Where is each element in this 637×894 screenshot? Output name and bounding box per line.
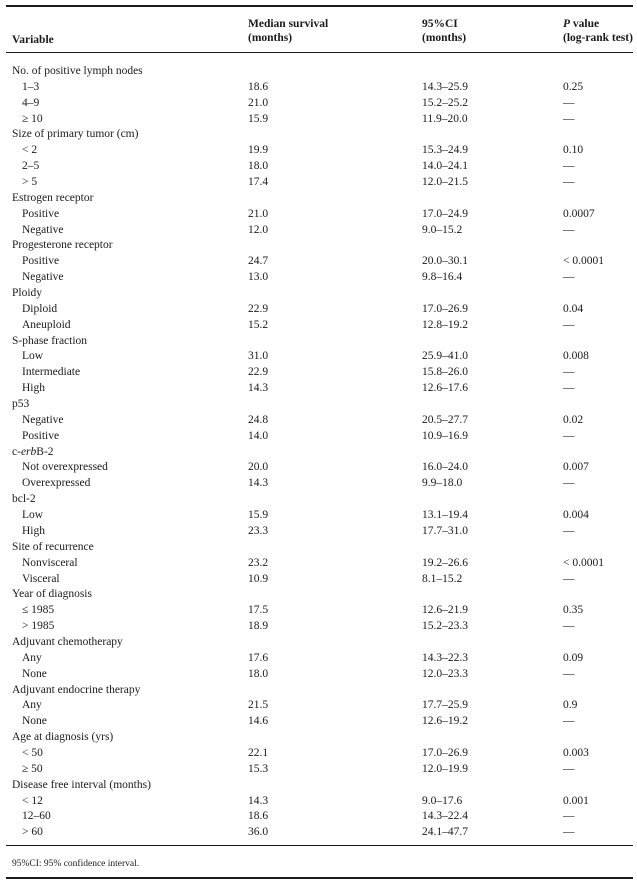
table-row	[0, 270, 637, 286]
table-row	[0, 96, 637, 112]
table-row	[0, 302, 637, 318]
ci-cell: 12.0–19.9	[422, 762, 468, 775]
group-header-row	[0, 635, 637, 651]
median-survival-cell: 31.0	[248, 350, 269, 363]
median-survival-cell: 15.2	[248, 318, 269, 331]
median-survival-cell: 24.8	[248, 413, 269, 426]
median-survival-cell: 21.0	[248, 96, 269, 109]
row-label: 1–3	[22, 80, 40, 93]
row-label: > 5	[22, 176, 38, 189]
median-survival-cell: 23.3	[248, 524, 269, 537]
group-header-row	[0, 587, 637, 603]
row-label: High	[22, 382, 45, 395]
ci-cell: 17.7–31.0	[422, 524, 468, 537]
header-rule	[6, 52, 633, 53]
table-row	[0, 667, 637, 683]
header-median-survival	[248, 17, 328, 45]
table-row	[0, 556, 637, 572]
bottom-rule	[6, 845, 633, 846]
ci-cell: 12.0–23.3	[422, 667, 468, 680]
row-label: ≤ 1985	[22, 604, 55, 617]
ci-cell: 12.6–21.9	[422, 604, 468, 617]
row-label: Nonvisceral	[22, 556, 78, 569]
ci-cell: 17.7–25.9	[422, 699, 468, 712]
median-survival-cell: 14.6	[248, 715, 269, 728]
ci-cell: 15.2–23.3	[422, 620, 468, 633]
median-survival-cell: 19.9	[248, 144, 269, 157]
header-median-line2: (months)	[248, 32, 293, 44]
median-survival-cell: 17.4	[248, 176, 269, 189]
ci-cell: 24.1–47.7	[422, 826, 468, 839]
group-header-row	[0, 540, 637, 556]
ci-cell: 17.0–26.9	[422, 302, 468, 315]
table-row	[0, 318, 637, 334]
row-label: Overexpressed	[22, 477, 91, 490]
group-header-row	[0, 127, 637, 143]
ci-cell: 9.0–15.2	[422, 223, 463, 236]
p-value-cell: 0.0007	[563, 207, 595, 220]
table-row	[0, 619, 637, 635]
median-survival-cell: 21.5	[248, 699, 269, 712]
p-value-cell: —	[563, 620, 575, 633]
group-header-row	[0, 334, 637, 350]
header-p-value	[563, 17, 633, 45]
p-value-cell: —	[563, 572, 575, 585]
p-value-cell: < 0.0001	[563, 556, 604, 569]
p-value-cell: 0.04	[563, 302, 584, 315]
median-survival-cell: 18.9	[248, 620, 269, 633]
median-survival-cell: 15.3	[248, 762, 269, 775]
p-value-cell: 0.09	[563, 651, 584, 664]
row-label	[12, 445, 54, 461]
table-row	[0, 572, 637, 588]
header-p-italic: P	[563, 18, 571, 30]
table-row	[0, 112, 637, 128]
table-row	[0, 80, 637, 96]
median-survival-cell: 14.3	[248, 794, 269, 807]
p-value-cell: 0.10	[563, 144, 584, 157]
median-survival-cell: 17.6	[248, 651, 269, 664]
median-survival-cell: 15.9	[248, 509, 269, 522]
row-label: Adjuvant endocrine therapy	[12, 683, 141, 696]
ci-cell: 8.1–15.2	[422, 572, 463, 585]
row-label: Low	[22, 509, 44, 522]
median-survival-cell: 20.0	[248, 461, 269, 474]
table-row	[0, 349, 637, 365]
footnote: 95%CI: 95% confidence interval.	[12, 859, 140, 869]
row-label-italic: erb	[20, 445, 37, 458]
row-label: Positive	[22, 255, 60, 268]
median-survival-cell: 12.0	[248, 223, 269, 236]
row-label: p53	[12, 398, 30, 411]
row-label: 2–5	[22, 160, 40, 173]
median-survival-cell: 18.0	[248, 160, 269, 173]
ci-cell: 15.2–25.2	[422, 96, 468, 109]
group-header-row	[0, 445, 637, 461]
table-row	[0, 460, 637, 476]
row-label: > 60	[22, 826, 43, 839]
table-row	[0, 794, 637, 810]
row-label: None	[22, 667, 47, 680]
p-value-cell: —	[563, 715, 575, 728]
row-label: S-phase fraction	[12, 334, 88, 347]
table-row	[0, 159, 637, 175]
table-row	[0, 254, 637, 270]
row-label: Estrogen receptor	[12, 191, 94, 204]
ci-cell: 14.3–25.9	[422, 80, 468, 93]
group-header-row	[0, 191, 637, 207]
ci-cell: 25.9–41.0	[422, 350, 468, 363]
group-header-row	[0, 778, 637, 794]
median-survival-cell: 14.3	[248, 382, 269, 395]
group-header-row	[0, 730, 637, 746]
ci-cell: 20.5–27.7	[422, 413, 468, 426]
p-value-cell: —	[563, 810, 575, 823]
p-value-cell: 0.003	[563, 746, 589, 759]
header-p-line2: (log-rank test)	[563, 32, 633, 44]
table-row	[0, 476, 637, 492]
header-ci-line1: 95%CI	[422, 18, 458, 30]
median-survival-cell: 23.2	[248, 556, 269, 569]
row-label: Aneuploid	[22, 318, 71, 331]
header-ci	[422, 17, 466, 45]
row-label: Age at diagnosis (yrs)	[12, 731, 114, 744]
median-survival-cell: 14.3	[248, 477, 269, 490]
median-survival-cell: 22.9	[248, 366, 269, 379]
median-survival-cell: 22.9	[248, 302, 269, 315]
row-label: Negative	[22, 413, 64, 426]
group-header-row	[0, 64, 637, 80]
p-value-cell: —	[563, 382, 575, 395]
top-rule	[6, 5, 633, 7]
median-survival-cell: 13.0	[248, 271, 269, 284]
ci-cell: 12.8–19.2	[422, 318, 468, 331]
table-row	[0, 651, 637, 667]
ci-cell: 11.9–20.0	[422, 112, 468, 125]
median-survival-cell: 18.6	[248, 810, 269, 823]
table-row	[0, 714, 637, 730]
row-label-pre: c-	[12, 445, 21, 458]
table-row	[0, 603, 637, 619]
header-p-line1	[563, 17, 633, 31]
row-label: ≥ 50	[22, 762, 43, 775]
table-row	[0, 746, 637, 762]
p-value-cell: —	[563, 223, 575, 236]
ci-cell: 14.3–22.3	[422, 651, 468, 664]
ci-cell: 15.3–24.9	[422, 144, 468, 157]
median-survival-cell: 22.1	[248, 746, 269, 759]
p-value-cell: —	[563, 176, 575, 189]
ci-cell: 19.2–26.6	[422, 556, 468, 569]
row-label: Size of primary tumor (cm)	[12, 128, 139, 141]
ci-cell: 14.3–22.4	[422, 810, 468, 823]
ci-cell: 13.1–19.4	[422, 509, 468, 522]
median-survival-cell: 14.0	[248, 429, 269, 442]
p-value-cell: —	[563, 318, 575, 331]
row-label: Year of diagnosis	[12, 588, 92, 601]
median-survival-cell: 36.0	[248, 826, 269, 839]
table-row	[0, 698, 637, 714]
median-survival-cell: 18.0	[248, 667, 269, 680]
group-header-row	[0, 492, 637, 508]
median-survival-cell: 18.6	[248, 80, 269, 93]
table-row	[0, 175, 637, 191]
ci-cell: 17.0–24.9	[422, 207, 468, 220]
row-label: 12–60	[22, 810, 51, 823]
p-value-cell: 0.02	[563, 413, 584, 426]
row-label: 4–9	[22, 96, 40, 109]
ci-cell: 12.6–19.2	[422, 715, 468, 728]
median-survival-cell: 24.7	[248, 255, 269, 268]
row-label: Positive	[22, 207, 60, 220]
p-value-cell: 0.35	[563, 604, 584, 617]
row-label: Any	[22, 651, 42, 664]
median-survival-cell: 10.9	[248, 572, 269, 585]
table-row	[0, 413, 637, 429]
header-variable	[12, 33, 54, 47]
row-label: bcl-2	[12, 493, 36, 506]
table-row	[0, 207, 637, 223]
table-row	[0, 762, 637, 778]
ci-cell: 9.0–17.6	[422, 794, 463, 807]
table-row	[0, 429, 637, 445]
row-label: Positive	[22, 429, 60, 442]
p-value-cell: —	[563, 96, 575, 109]
header-p-rest: value	[570, 18, 600, 30]
table-body	[0, 64, 637, 841]
ci-cell: 14.0–24.1	[422, 160, 468, 173]
p-value-cell: —	[563, 477, 575, 490]
row-label: Any	[22, 699, 42, 712]
row-label: Ploidy	[12, 287, 43, 300]
ci-cell: 16.0–24.0	[422, 461, 468, 474]
p-value-cell: —	[563, 429, 575, 442]
group-header-row	[0, 397, 637, 413]
p-value-cell: —	[563, 667, 575, 680]
row-label: Negative	[22, 223, 64, 236]
p-value-cell: 0.004	[563, 509, 589, 522]
table-row	[0, 365, 637, 381]
table-row	[0, 381, 637, 397]
row-label: < 50	[22, 746, 43, 759]
median-survival-cell: 21.0	[248, 207, 269, 220]
p-value-cell: < 0.0001	[563, 255, 604, 268]
row-label: Disease free interval (months)	[12, 778, 151, 791]
ci-cell: 9.9–18.0	[422, 477, 463, 490]
p-value-cell: 0.008	[563, 350, 589, 363]
header-median-line1: Median survival	[248, 18, 329, 30]
row-label: Negative	[22, 271, 64, 284]
p-value-cell: —	[563, 366, 575, 379]
row-label: Low	[22, 350, 44, 363]
ci-cell: 10.9–16.9	[422, 429, 468, 442]
table-row	[0, 825, 637, 841]
row-label: ≥ 10	[22, 112, 43, 125]
table-row	[0, 143, 637, 159]
row-label: Visceral	[22, 572, 60, 585]
header-variable-text: Variable	[12, 34, 54, 46]
table-row	[0, 809, 637, 825]
row-label: High	[22, 524, 45, 537]
row-label: Intermediate	[22, 366, 81, 379]
p-value-cell: —	[563, 160, 575, 173]
p-value-cell: 0.001	[563, 794, 589, 807]
footer-rule	[6, 877, 633, 879]
row-label: Adjuvant chemotherapy	[12, 635, 123, 648]
ci-cell: 17.0–26.9	[422, 746, 468, 759]
ci-cell: 15.8–26.0	[422, 366, 468, 379]
row-label: Not overexpressed	[22, 461, 108, 474]
row-label: Site of recurrence	[12, 540, 94, 553]
ci-cell: 12.6–17.6	[422, 382, 468, 395]
row-label: No. of positive lymph nodes	[12, 65, 143, 77]
row-label: Progesterone receptor	[12, 239, 113, 252]
row-label: None	[22, 715, 47, 728]
p-value-cell: —	[563, 271, 575, 284]
p-value-cell: 0.9	[563, 699, 578, 712]
row-label-post: B-2	[36, 445, 54, 458]
p-value-cell: —	[563, 524, 575, 537]
p-value-cell: —	[563, 826, 575, 839]
median-survival-cell: 15.9	[248, 112, 269, 125]
p-value-cell: 0.25	[563, 80, 584, 93]
table-row	[0, 508, 637, 524]
table-row	[0, 524, 637, 540]
ci-cell: 9.8–16.4	[422, 271, 463, 284]
group-header-row	[0, 683, 637, 699]
row-label: > 1985	[22, 620, 55, 633]
row-label: Diploid	[22, 302, 58, 315]
group-header-row	[0, 286, 637, 302]
p-value-cell: —	[563, 112, 575, 125]
ci-cell: 12.0–21.5	[422, 176, 468, 189]
group-header-row	[0, 238, 637, 254]
table-row	[0, 223, 637, 239]
median-survival-cell: 17.5	[248, 604, 269, 617]
row-label: < 12	[22, 794, 43, 807]
p-value-cell: —	[563, 762, 575, 775]
row-label: < 2	[22, 144, 38, 157]
p-value-cell: 0.007	[563, 461, 589, 474]
header-ci-line2: (months)	[422, 32, 467, 44]
ci-cell: 20.0–30.1	[422, 255, 468, 268]
